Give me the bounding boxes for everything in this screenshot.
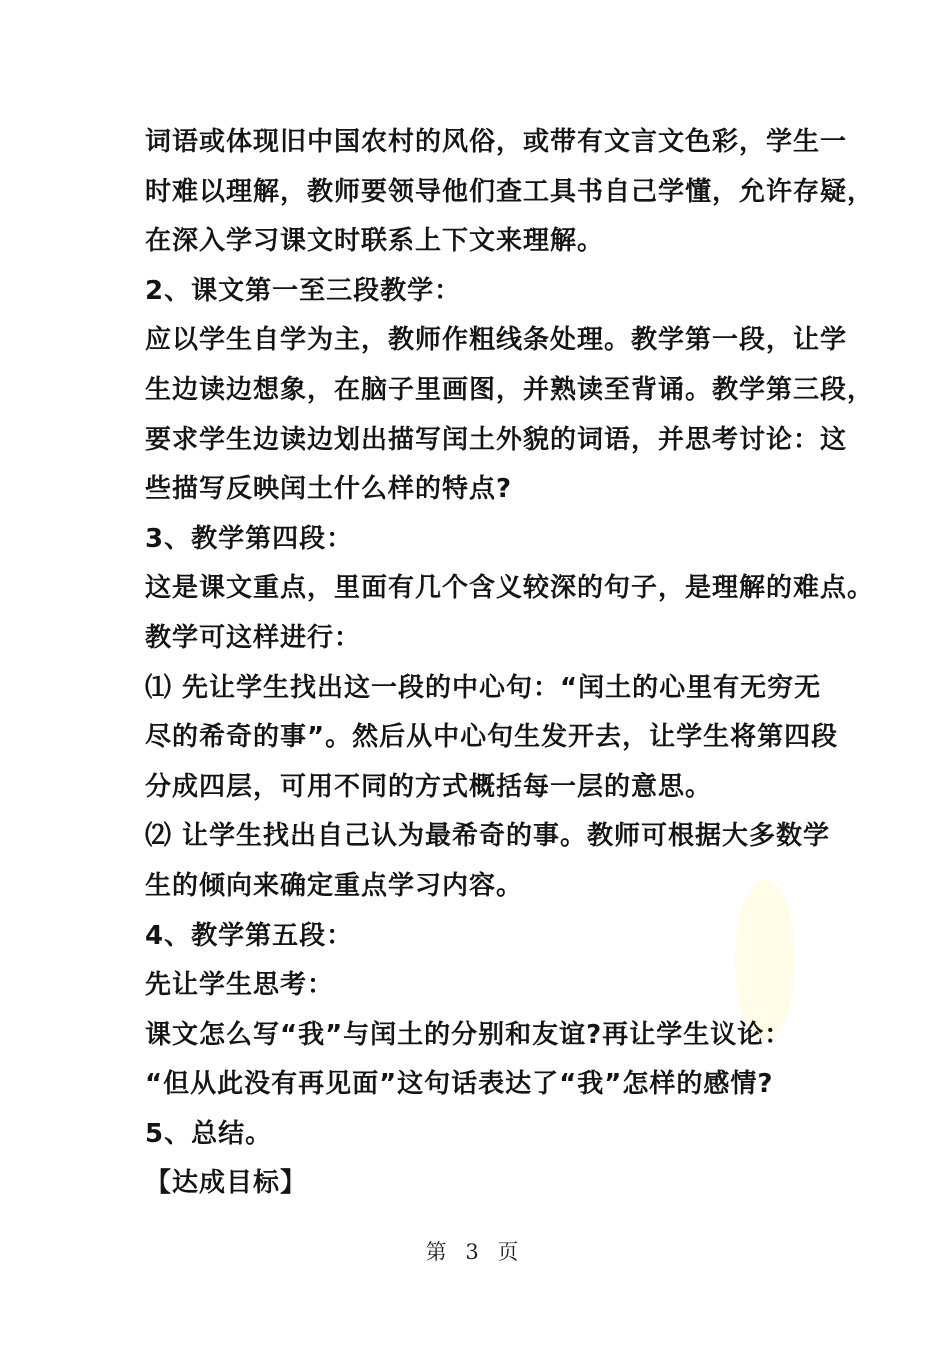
section-heading: 3、教学第四段： xyxy=(145,523,354,554)
text-line: 分成四层，可用不同的方式概括每一层的意思。 xyxy=(145,771,713,802)
list-item: ⑵ 让学生找出自己认为最希奇的事。教师可根据大多数学 xyxy=(145,821,831,852)
text-line: 课文怎么写“我”与闰土的分别和友谊?再让学生议论： xyxy=(145,1019,792,1050)
list-item: ⑴ 先让学生找出这一段的中心句：“闰土的心里有无穷无 xyxy=(145,672,822,703)
text-line: 尽的希奇的事”。然后从中心句生发开去，让学生将第四段 xyxy=(145,722,839,753)
page-number: 第 3 页 xyxy=(425,1240,525,1264)
text-line: 生边读边想象，在脑子里画图，并熟读至背诵。教学第三段， xyxy=(145,374,875,405)
text-line: 应以学生自学为主，教师作粗线条处理。教学第一段，让学 xyxy=(145,325,848,356)
text-line: 词语或体现旧中国农村的风俗，或带有文言文色彩，学生一 xyxy=(145,127,848,157)
section-heading: 2、课文第一至三段教学： xyxy=(145,275,462,306)
text-line: “但从此没有再见面”这句话表达了“我”怎样的感情? xyxy=(145,1069,774,1100)
text-line: 在深入学习课文时联系上下文来理解。 xyxy=(145,226,605,257)
text-line: 些描写反映闰土什么样的特点? xyxy=(145,474,513,505)
text-line: 生的倾向来确定重点学习内容。 xyxy=(145,870,524,901)
text-line: 先让学生思考： xyxy=(145,970,335,1001)
text-line: 教学可这样进行： xyxy=(145,622,362,653)
text-line: 这是课文重点，里面有几个含义较深的句子，是理解的难点。 xyxy=(145,573,875,604)
section-heading: 5、总结。 xyxy=(145,1118,273,1149)
section-heading: 【达成目标】 xyxy=(145,1168,308,1199)
document-body xyxy=(145,118,875,1209)
text-line: 要求学生边读边划出描写闰土外貌的词语，并思考讨论：这 xyxy=(145,424,848,455)
text-line: 时难以理解，教师要领导他们查工具书自己学懂，允许存疑， xyxy=(145,176,875,207)
section-heading: 4、教学第五段： xyxy=(145,920,354,951)
